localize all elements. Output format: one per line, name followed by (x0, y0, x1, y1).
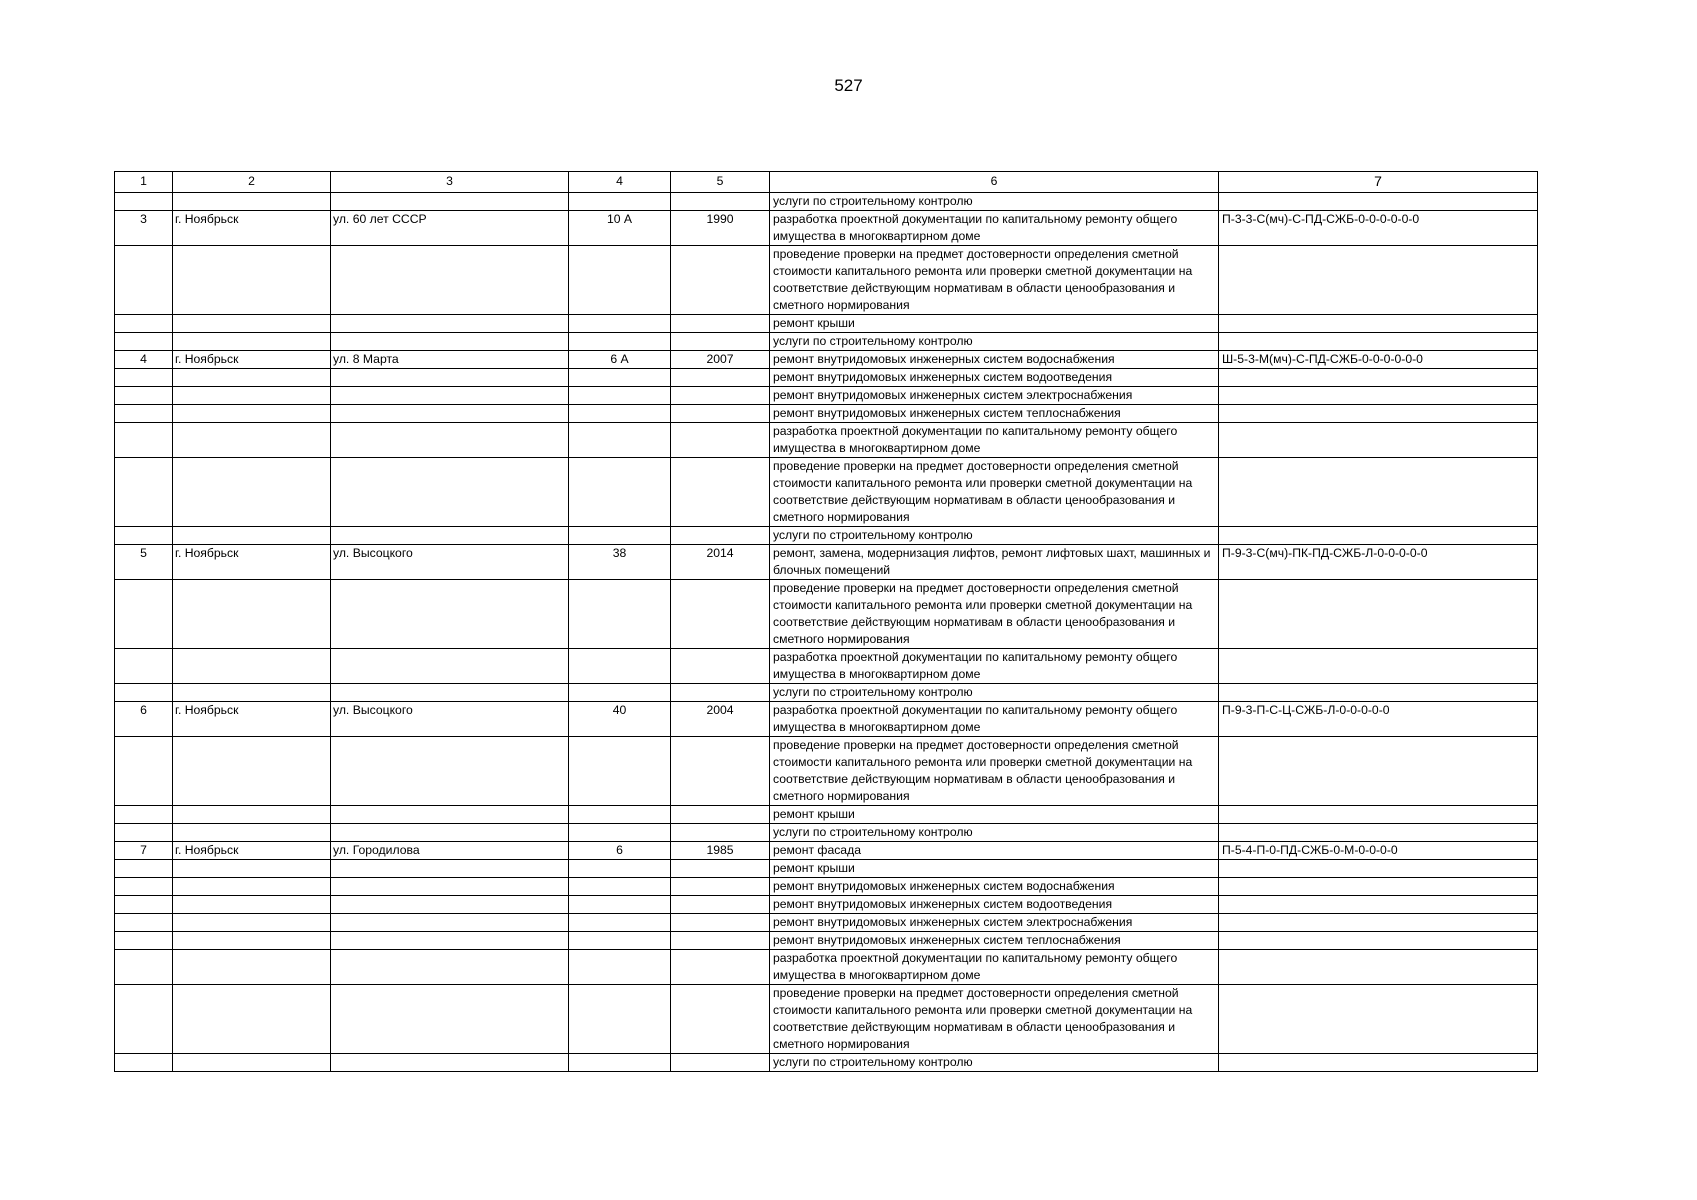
street-cell (331, 878, 569, 896)
header-cell: 3 (331, 172, 569, 193)
table-row (115, 193, 1538, 211)
work-type-cell: ремонт внутридомовых инженерных систем водоснабжения (770, 878, 1219, 896)
year-cell: 1990 (671, 211, 770, 246)
building-code-cell (1219, 860, 1538, 878)
table-row (115, 932, 1538, 950)
work-type-cell: проведение проверки на предмет достоверности определения сметной стоимости капитального ремонта или проверки сметной документации на соответствие действующим нормативам в области ценообразования и сметного нормирования (770, 458, 1219, 527)
year-cell (671, 737, 770, 806)
building-code-cell (1219, 806, 1538, 824)
row-number-cell: 5 (115, 545, 173, 580)
work-type-cell: ремонт фасада (770, 842, 1219, 860)
street-cell (331, 369, 569, 387)
work-type-cell: ремонт крыши (770, 806, 1219, 824)
city-cell (173, 333, 331, 351)
house-number-cell (569, 458, 671, 527)
year-cell (671, 684, 770, 702)
row-number-cell (115, 684, 173, 702)
table-row (115, 896, 1538, 914)
row-number-cell (115, 878, 173, 896)
building-code-cell (1219, 387, 1538, 405)
city-cell (173, 860, 331, 878)
building-code-cell (1219, 405, 1538, 423)
street-cell (331, 806, 569, 824)
building-code-cell (1219, 684, 1538, 702)
year-cell (671, 806, 770, 824)
row-number-cell (115, 333, 173, 351)
row-number-cell: 6 (115, 702, 173, 737)
street-cell (331, 896, 569, 914)
row-number-cell (115, 737, 173, 806)
street-cell (331, 950, 569, 985)
row-number-cell (115, 405, 173, 423)
house-number-cell (569, 1054, 671, 1072)
building-code-cell (1219, 315, 1538, 333)
work-type-cell: ремонт, замена, модернизация лифтов, ремонт лифтовых шахт, машинных и блочных помещений (770, 545, 1219, 580)
year-cell (671, 860, 770, 878)
building-code-cell: Ш-5-3-М(мч)-С-ПД-СЖБ-0-0-0-0-0-0 (1219, 351, 1538, 369)
work-type-cell: ремонт внутридомовых инженерных систем теплоснабжения (770, 405, 1219, 423)
city-cell (173, 458, 331, 527)
work-type-cell: ремонт внутридомовых инженерных систем электроснабжения (770, 914, 1219, 932)
house-number-cell (569, 387, 671, 405)
house-number-cell (569, 896, 671, 914)
table-row (115, 649, 1538, 684)
work-type-cell: разработка проектной документации по капитальному ремонту общего имущества в многоквартирном доме (770, 702, 1219, 737)
street-cell (331, 985, 569, 1054)
house-number-cell (569, 860, 671, 878)
street-cell (331, 914, 569, 932)
city-cell (173, 896, 331, 914)
table-row (115, 211, 1538, 246)
work-type-cell: проведение проверки на предмет достоверности определения сметной стоимости капитального ремонта или проверки сметной документации на соответствие действующим нормативам в области ценообразования и сметного нормирования (770, 246, 1219, 315)
table-row (115, 950, 1538, 985)
street-cell (331, 860, 569, 878)
table-row (115, 842, 1538, 860)
work-type-cell: ремонт внутридомовых инженерных систем электроснабжения (770, 387, 1219, 405)
city-cell (173, 684, 331, 702)
year-cell: 1985 (671, 842, 770, 860)
year-cell (671, 369, 770, 387)
city-cell (173, 527, 331, 545)
house-number-cell (569, 878, 671, 896)
table-row (115, 985, 1538, 1054)
building-code-cell (1219, 914, 1538, 932)
house-number-cell: 6 А (569, 351, 671, 369)
street-cell (331, 193, 569, 211)
street-cell (331, 824, 569, 842)
row-number-cell (115, 985, 173, 1054)
building-code-cell (1219, 878, 1538, 896)
year-cell (671, 878, 770, 896)
table-row (115, 580, 1538, 649)
building-code-cell (1219, 737, 1538, 806)
header-cell: 1 (115, 172, 173, 193)
house-number-cell (569, 405, 671, 423)
city-cell: г. Ноябрьск (173, 545, 331, 580)
city-cell (173, 649, 331, 684)
row-number-cell (115, 1054, 173, 1072)
row-number-cell (115, 369, 173, 387)
building-code-cell (1219, 649, 1538, 684)
building-code-cell: П-5-4-П-0-ПД-СЖБ-0-М-0-0-0-0 (1219, 842, 1538, 860)
row-number-cell (115, 950, 173, 985)
building-code-cell (1219, 333, 1538, 351)
street-cell (331, 932, 569, 950)
house-number-cell (569, 914, 671, 932)
street-cell (331, 684, 569, 702)
building-code-cell (1219, 1054, 1538, 1072)
row-number-cell (115, 824, 173, 842)
row-number-cell: 4 (115, 351, 173, 369)
header-cell: 2 (173, 172, 331, 193)
building-code-cell (1219, 527, 1538, 545)
city-cell: г. Ноябрьск (173, 211, 331, 246)
table-row (115, 527, 1538, 545)
work-type-cell: услуги по строительному контролю (770, 684, 1219, 702)
table-row (115, 246, 1538, 315)
house-number-cell (569, 985, 671, 1054)
street-cell (331, 423, 569, 458)
work-type-cell: ремонт внутридомовых инженерных систем водоотведения (770, 896, 1219, 914)
row-number-cell (115, 246, 173, 315)
house-number-cell (569, 806, 671, 824)
house-number-cell (569, 315, 671, 333)
row-number-cell (115, 580, 173, 649)
house-number-cell: 6 (569, 842, 671, 860)
table-row (115, 387, 1538, 405)
work-type-cell: разработка проектной документации по капитальному ремонту общего имущества в многоквартирном доме (770, 211, 1219, 246)
city-cell (173, 932, 331, 950)
year-cell (671, 914, 770, 932)
work-type-cell: разработка проектной документации по капитальному ремонту общего имущества в многоквартирном доме (770, 950, 1219, 985)
row-number-cell: 7 (115, 842, 173, 860)
table-row (115, 1054, 1538, 1072)
work-type-cell: ремонт внутридомовых инженерных систем водоотведения (770, 369, 1219, 387)
building-code-cell: П-3-3-С(мч)-С-ПД-СЖБ-0-0-0-0-0-0 (1219, 211, 1538, 246)
street-cell (331, 405, 569, 423)
year-cell (671, 333, 770, 351)
table-row (115, 545, 1538, 580)
city-cell (173, 985, 331, 1054)
year-cell (671, 405, 770, 423)
table-row (115, 702, 1538, 737)
street-cell (331, 246, 569, 315)
work-type-cell: услуги по строительному контролю (770, 824, 1219, 842)
year-cell: 2014 (671, 545, 770, 580)
building-code-cell (1219, 950, 1538, 985)
city-cell (173, 1054, 331, 1072)
house-number-cell (569, 193, 671, 211)
work-type-cell: ремонт внутридомовых инженерных систем теплоснабжения (770, 932, 1219, 950)
table-row (115, 737, 1538, 806)
header-cell: 4 (569, 172, 671, 193)
street-cell: ул. 60 лет СССР (331, 211, 569, 246)
city-cell (173, 193, 331, 211)
building-code-cell (1219, 580, 1538, 649)
house-number-cell (569, 369, 671, 387)
street-cell (331, 580, 569, 649)
year-cell (671, 315, 770, 333)
work-type-cell: разработка проектной документации по капитальному ремонту общего имущества в многоквартирном доме (770, 649, 1219, 684)
street-cell (331, 458, 569, 527)
house-number-cell (569, 684, 671, 702)
house-number-cell (569, 737, 671, 806)
year-cell: 2007 (671, 351, 770, 369)
row-number-cell (115, 806, 173, 824)
table-row (115, 423, 1538, 458)
street-cell (331, 387, 569, 405)
city-cell (173, 824, 331, 842)
house-number-cell (569, 580, 671, 649)
page-number: 527 (834, 76, 863, 95)
table-row (115, 824, 1538, 842)
building-code-cell: П-9-3-П-С-Ц-СЖБ-Л-0-0-0-0-0 (1219, 702, 1538, 737)
building-code-cell (1219, 369, 1538, 387)
building-code-cell (1219, 985, 1538, 1054)
row-number-cell (115, 315, 173, 333)
table-row (115, 315, 1538, 333)
city-cell: г. Ноябрьск (173, 842, 331, 860)
work-type-cell: услуги по строительному контролю (770, 1054, 1219, 1072)
header-cell: 5 (671, 172, 770, 193)
row-number-cell (115, 458, 173, 527)
year-cell (671, 580, 770, 649)
year-cell (671, 387, 770, 405)
row-number-cell (115, 649, 173, 684)
house-number-cell: 38 (569, 545, 671, 580)
house-number-cell (569, 950, 671, 985)
city-cell (173, 806, 331, 824)
year-cell (671, 527, 770, 545)
work-type-cell: проведение проверки на предмет достоверности определения сметной стоимости капитального ремонта или проверки сметной документации на соответствие действующим нормативам в области ценообразования и сметного нормирования (770, 580, 1219, 649)
work-type-cell: ремонт крыши (770, 860, 1219, 878)
year-cell (671, 649, 770, 684)
row-number-cell (115, 527, 173, 545)
house-number-cell (569, 423, 671, 458)
city-cell (173, 387, 331, 405)
city-cell (173, 369, 331, 387)
table-row (115, 806, 1538, 824)
year-cell (671, 1054, 770, 1072)
work-type-cell: разработка проектной документации по капитальному ремонту общего имущества в многоквартирном доме (770, 423, 1219, 458)
city-cell (173, 878, 331, 896)
table-row (115, 458, 1538, 527)
work-type-cell: услуги по строительному контролю (770, 333, 1219, 351)
street-cell (331, 1054, 569, 1072)
street-cell (331, 649, 569, 684)
building-code-cell (1219, 932, 1538, 950)
works-table (114, 171, 1538, 1072)
city-cell (173, 246, 331, 315)
year-cell (671, 932, 770, 950)
street-cell: ул. Высоцкого (331, 702, 569, 737)
table-row (115, 878, 1538, 896)
work-type-cell: ремонт внутридомовых инженерных систем водоснабжения (770, 351, 1219, 369)
building-code-cell (1219, 246, 1538, 315)
street-cell (331, 527, 569, 545)
street-cell (331, 315, 569, 333)
year-cell: 2004 (671, 702, 770, 737)
city-cell (173, 315, 331, 333)
house-number-cell (569, 333, 671, 351)
row-number-cell (115, 193, 173, 211)
house-number-cell (569, 649, 671, 684)
street-cell: ул. Городилова (331, 842, 569, 860)
header-cell: 7 (1219, 172, 1538, 193)
year-cell (671, 458, 770, 527)
building-code-cell (1219, 896, 1538, 914)
work-type-cell: услуги по строительному контролю (770, 193, 1219, 211)
year-cell (671, 246, 770, 315)
building-code-cell: П-9-3-С(мч)-ПК-ПД-СЖБ-Л-0-0-0-0-0 (1219, 545, 1538, 580)
city-cell (173, 405, 331, 423)
row-number-cell (115, 423, 173, 458)
house-number-cell: 10 А (569, 211, 671, 246)
building-code-cell (1219, 824, 1538, 842)
house-number-cell: 40 (569, 702, 671, 737)
city-cell: г. Ноябрьск (173, 702, 331, 737)
table-row (115, 333, 1538, 351)
table-header-row (115, 172, 1538, 193)
row-number-cell: 3 (115, 211, 173, 246)
header-cell: 6 (770, 172, 1219, 193)
row-number-cell (115, 914, 173, 932)
year-cell (671, 193, 770, 211)
house-number-cell (569, 246, 671, 315)
city-cell (173, 914, 331, 932)
table-row (115, 351, 1538, 369)
row-number-cell (115, 860, 173, 878)
city-cell: г. Ноябрьск (173, 351, 331, 369)
year-cell (671, 985, 770, 1054)
house-number-cell (569, 932, 671, 950)
building-code-cell (1219, 458, 1538, 527)
table-row (115, 405, 1538, 423)
building-code-cell (1219, 423, 1538, 458)
table-row (115, 369, 1538, 387)
street-cell (331, 333, 569, 351)
table-row (115, 860, 1538, 878)
work-type-cell: проведение проверки на предмет достоверности определения сметной стоимости капитального ремонта или проверки сметной документации на соответствие действующим нормативам в области ценообразования и сметного нормирования (770, 985, 1219, 1054)
city-cell (173, 580, 331, 649)
work-type-cell: ремонт крыши (770, 315, 1219, 333)
row-number-cell (115, 932, 173, 950)
year-cell (671, 824, 770, 842)
city-cell (173, 950, 331, 985)
year-cell (671, 950, 770, 985)
house-number-cell (569, 824, 671, 842)
year-cell (671, 423, 770, 458)
street-cell (331, 737, 569, 806)
year-cell (671, 896, 770, 914)
work-type-cell: проведение проверки на предмет достоверности определения сметной стоимости капитального ремонта или проверки сметной документации на соответствие действующим нормативам в области ценообразования и сметного нормирования (770, 737, 1219, 806)
building-code-cell (1219, 193, 1538, 211)
street-cell: ул. 8 Марта (331, 351, 569, 369)
table-row (115, 914, 1538, 932)
house-number-cell (569, 527, 671, 545)
street-cell: ул. Высоцкого (331, 545, 569, 580)
row-number-cell (115, 896, 173, 914)
city-cell (173, 423, 331, 458)
work-type-cell: услуги по строительному контролю (770, 527, 1219, 545)
table-row (115, 684, 1538, 702)
row-number-cell (115, 387, 173, 405)
city-cell (173, 737, 331, 806)
